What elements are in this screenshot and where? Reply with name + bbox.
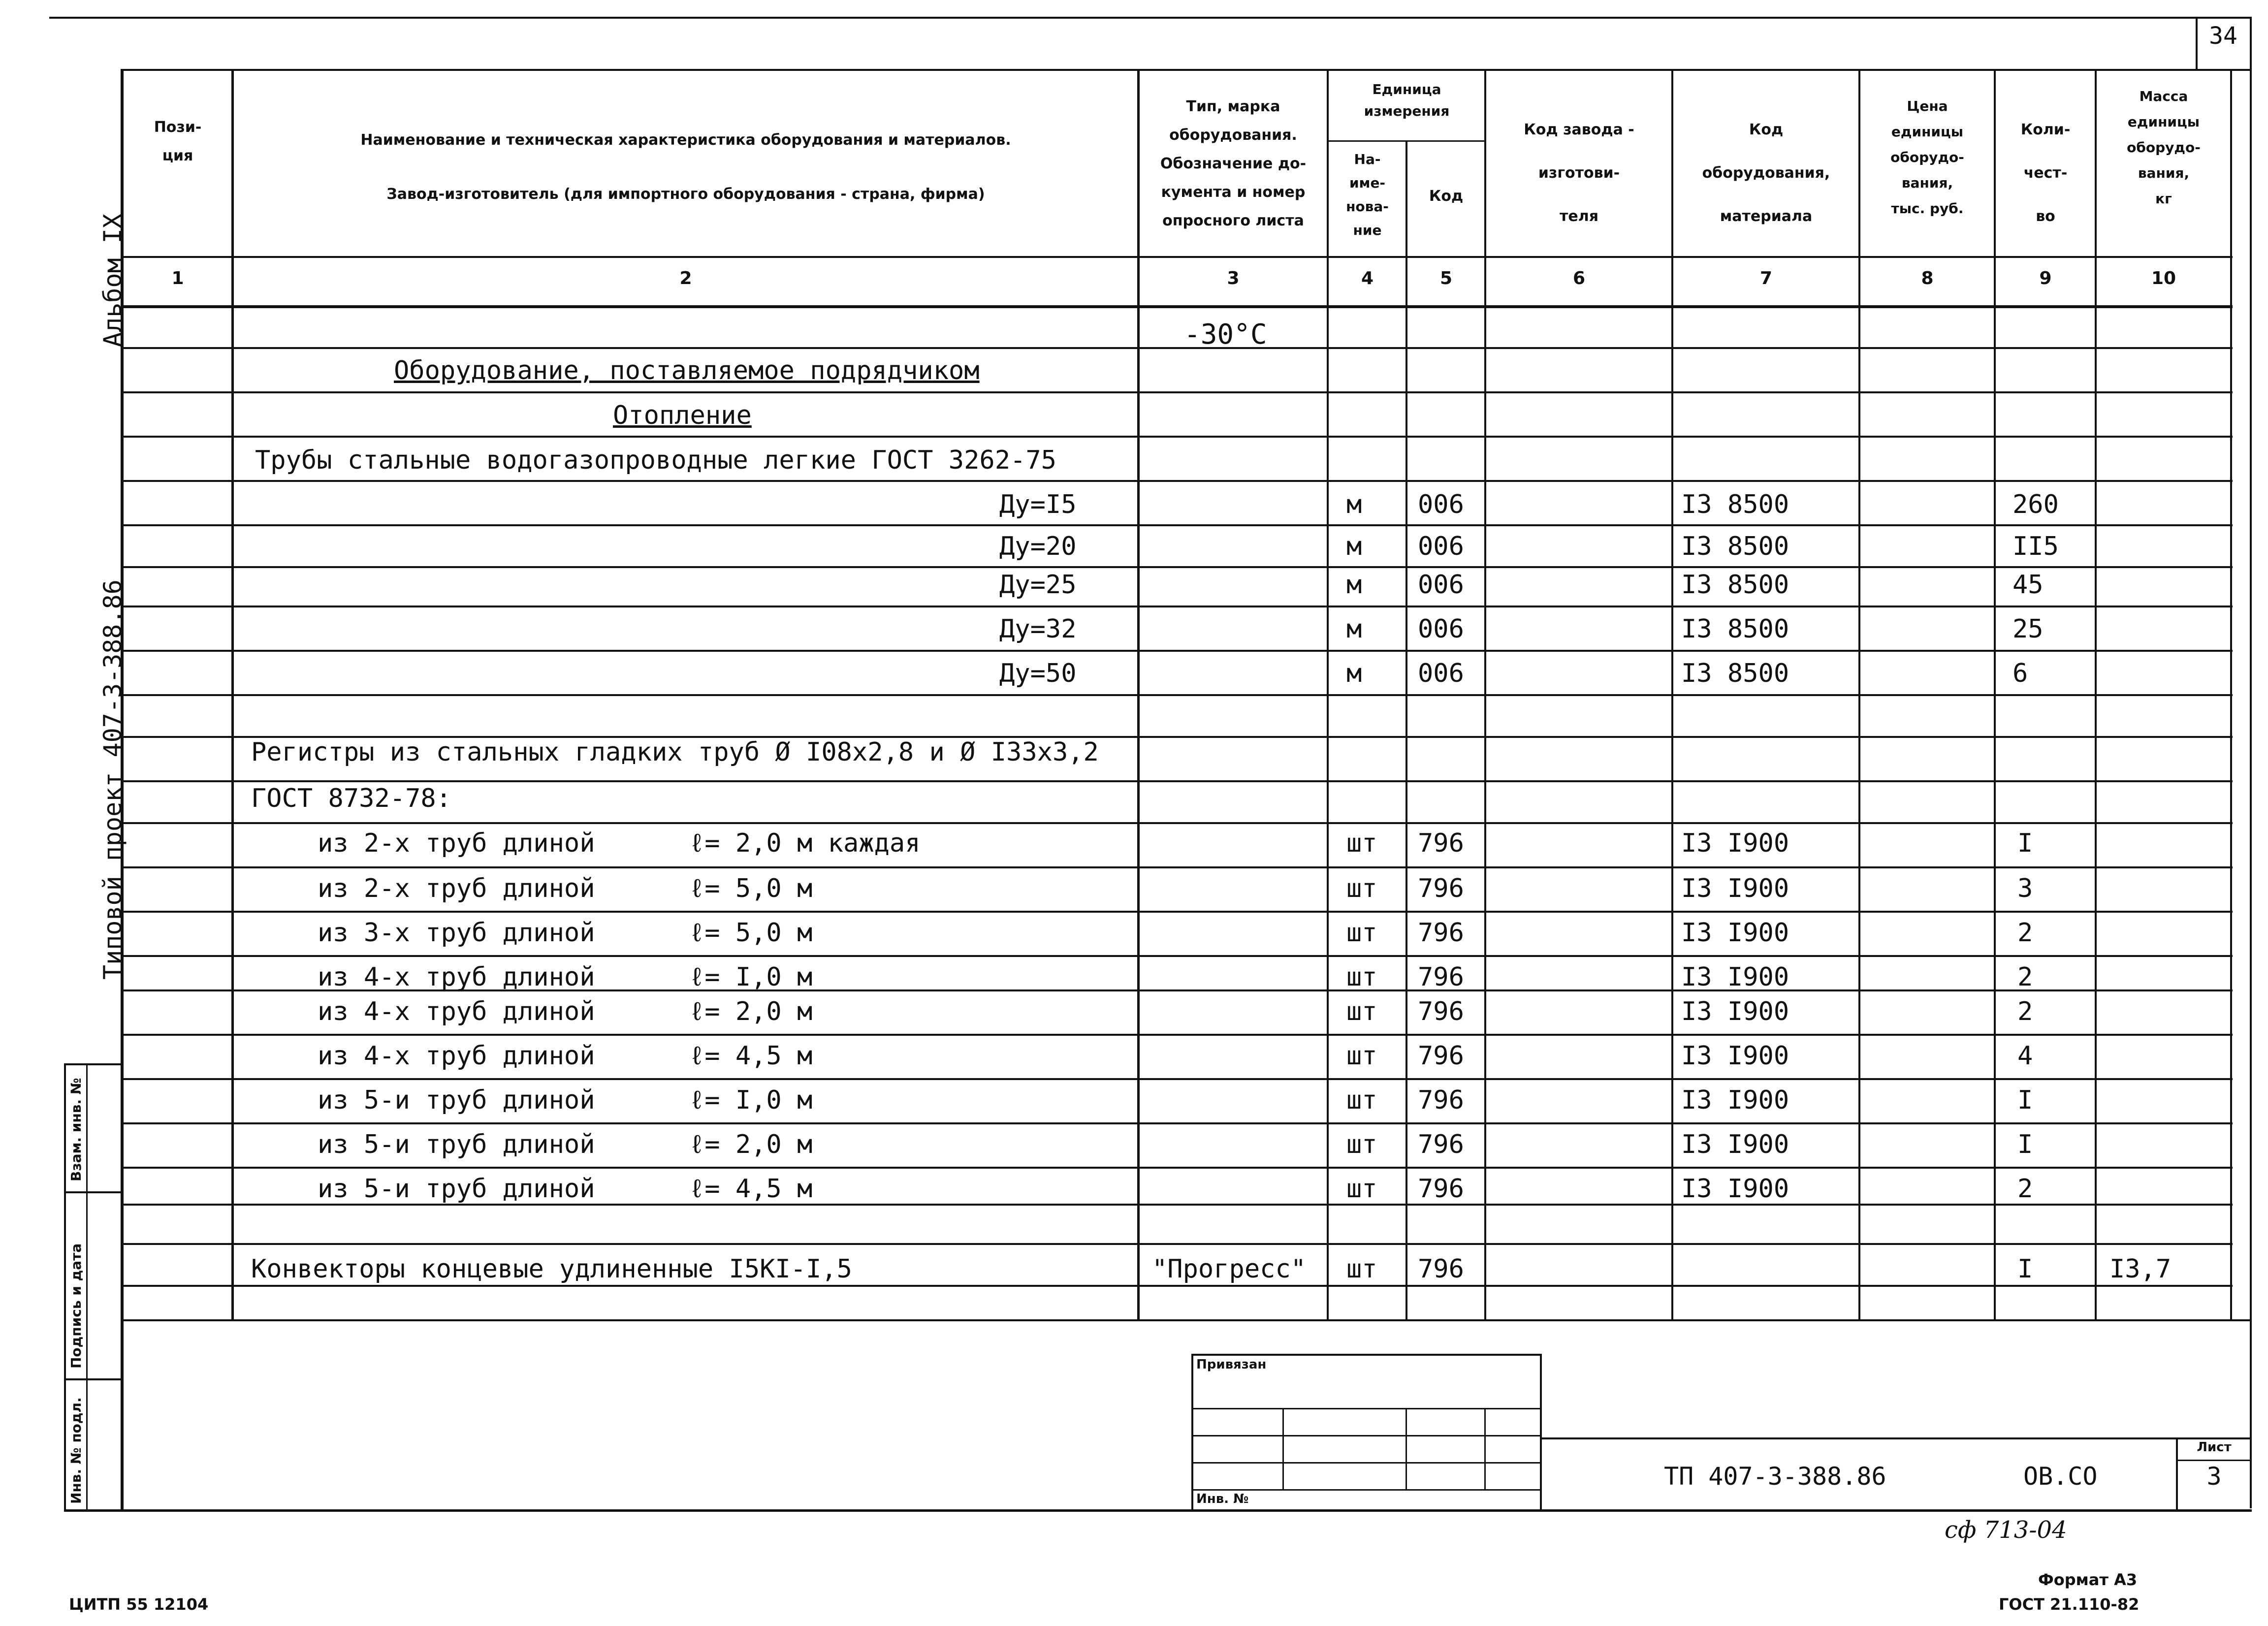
register-qty: 2 — [2017, 997, 2033, 1026]
pipe-qty: 6 — [2012, 659, 2028, 688]
colnum-6: 6 — [1572, 268, 1586, 288]
hdr-c1: Пози- ция — [154, 119, 202, 164]
register-length: ℓ= I,0 м — [689, 962, 813, 992]
table-bottom-line — [121, 1319, 2252, 1321]
row-line — [121, 650, 2233, 652]
frame-bottom-line — [64, 1509, 2252, 1512]
pipe-qty: 45 — [2012, 570, 2044, 600]
row-line — [121, 524, 2233, 526]
row-line — [121, 606, 2233, 607]
pipe-unit: м — [1346, 532, 1362, 561]
pipe-size: Ду=25 — [999, 570, 1077, 600]
col-line-4 — [1406, 140, 1407, 1319]
pipe-size: Ду=32 — [999, 614, 1077, 644]
hdr-c3: Тип, марка оборудования. Обозначение до- кумента и номер опросного листа — [1160, 98, 1307, 229]
colnum-8: 8 — [1921, 268, 1934, 288]
row-line — [121, 1285, 2233, 1287]
unit-subheader-line — [1327, 140, 1484, 142]
privyaz-top — [1191, 1354, 1541, 1356]
pipe-material-code: I3 8500 — [1681, 532, 1789, 561]
stamp-col-sep1 — [64, 1191, 123, 1193]
row-line — [121, 694, 2233, 696]
register-qty: I — [2017, 1085, 2033, 1115]
hdr-c7: Код оборудования, материала — [1702, 121, 1830, 225]
right-border — [2250, 17, 2252, 1508]
pipe-size: Ду=I5 — [999, 490, 1077, 519]
register-code: 796 — [1418, 1130, 1464, 1159]
row-line — [121, 866, 2233, 868]
hdr-c8: Цена единицы оборудо- вания, тыс. руб. — [1890, 98, 1964, 217]
temperature-note: -30°C — [1184, 319, 1267, 351]
stamp-vzam: Взам. инв. № — [68, 1078, 84, 1181]
row-line — [121, 911, 2233, 913]
privyaz-right — [1540, 1354, 1542, 1511]
register-length: ℓ= I,0 м — [689, 1085, 813, 1115]
colnum-4: 4 — [1361, 268, 1374, 288]
register-qty: 2 — [2017, 962, 2033, 992]
hdr-c45: Единица измерения — [1364, 81, 1450, 119]
register-length: ℓ= 2,0 м — [689, 997, 813, 1026]
register-unit: шт — [1346, 1085, 1377, 1115]
colnum-3: 3 — [1227, 268, 1240, 288]
row-line — [121, 780, 2233, 782]
hdr-c10: Масса единицы оборудо- вания, кг — [2127, 88, 2201, 207]
register-code: 796 — [1418, 918, 1464, 948]
register-length: ℓ= 4,5 м — [689, 1041, 813, 1071]
hdr-c5: Код — [1429, 188, 1464, 205]
pipe-material-code: I3 8500 — [1681, 659, 1789, 688]
pipe-material-code: I3 8500 — [1681, 490, 1789, 519]
hdr-c9: Коли- чест- во — [2020, 121, 2071, 225]
inv-label: Инв. № — [1196, 1492, 1249, 1506]
format-label: Формат А3 — [2038, 1570, 2138, 1589]
row-line — [121, 566, 2233, 568]
register-code: 796 — [1418, 1041, 1464, 1071]
row-line — [121, 347, 2233, 349]
row-line — [121, 1034, 2233, 1036]
register-unit: шт — [1346, 962, 1377, 992]
register-code: 796 — [1418, 1085, 1464, 1115]
register-material-code: I3 I900 — [1681, 1130, 1789, 1159]
row-line — [121, 1078, 2233, 1080]
stamp-col-left — [64, 1063, 66, 1511]
pipe-code: 006 — [1418, 659, 1464, 688]
register-material-code: I3 I900 — [1681, 1085, 1789, 1115]
register-material-code: I3 I900 — [1681, 829, 1789, 858]
hdr-c4: На- име- нова- ние — [1346, 151, 1389, 238]
page-number: 34 — [2209, 22, 2237, 50]
register-material-code: I3 I900 — [1681, 874, 1789, 903]
doc-line — [1541, 1437, 2250, 1439]
register-qty: 4 — [2017, 1041, 2033, 1071]
stamp-inv: Инв. № подл. — [68, 1397, 84, 1504]
pipe-code: 006 — [1418, 532, 1464, 561]
hdr-c6: Код завода - изготови- теля — [1524, 121, 1634, 225]
pipe-qty: 25 — [2012, 614, 2044, 644]
stamp-col-inner — [86, 1063, 88, 1511]
register-material-code: I3 I900 — [1681, 962, 1789, 992]
register-material-code: I3 I900 — [1681, 1174, 1789, 1204]
row-line — [121, 1204, 2233, 1206]
register-desc: из 2-х труб длиной — [318, 829, 595, 858]
register-qty: 3 — [2017, 874, 2033, 903]
register-desc: из 5-и труб длиной — [318, 1174, 595, 1204]
register-qty: I — [2017, 829, 2033, 858]
register-desc: из 3-х труб длиной — [318, 918, 595, 948]
convector-unit: шт — [1346, 1254, 1377, 1284]
convector-name: Конвекторы концевые удлиненные I5KI-I,5 — [251, 1254, 852, 1284]
header-line-2 — [121, 305, 2233, 308]
table-top-line — [121, 69, 2252, 71]
convector-qty: I — [2017, 1254, 2033, 1284]
convector-type: "Прогресс" — [1152, 1254, 1307, 1284]
register-desc: из 5-и труб длиной — [318, 1085, 595, 1115]
row-line — [121, 822, 2233, 824]
row-line — [121, 436, 2233, 438]
register-unit: шт — [1346, 829, 1377, 858]
privyaz-left — [1191, 1354, 1193, 1511]
stamp-col-sep2 — [64, 1378, 123, 1380]
pipe-size: Ду=50 — [999, 659, 1077, 688]
register-unit: шт — [1346, 997, 1377, 1026]
register-length: ℓ= 2,0 м каждая — [689, 829, 921, 858]
hdr-c2: Наименование и техническая характеристика оборудования и материалов. Завод-изготовитель (для импортного оборудования - страна, фирма) — [360, 131, 1011, 203]
row-line — [121, 1167, 2233, 1169]
top-border — [49, 17, 2250, 19]
register-material-code: I3 I900 — [1681, 1041, 1789, 1071]
row-line — [121, 391, 2233, 393]
sheet-label: Лист — [2197, 1440, 2232, 1455]
registers-gost: ГОСТ 8732-78: — [251, 784, 451, 813]
pipe-size: Ду=20 — [999, 532, 1077, 561]
pipe-code: 006 — [1418, 570, 1464, 600]
register-unit: шт — [1346, 874, 1377, 903]
register-length: ℓ= 2,0 м — [689, 1130, 813, 1159]
privyaz-r3 — [1191, 1462, 1541, 1464]
sheet-box-left — [2176, 1437, 2178, 1511]
register-desc: из 5-и труб длиной — [318, 1130, 595, 1159]
register-unit: шт — [1346, 1041, 1377, 1071]
privyaz-c2 — [1406, 1408, 1407, 1489]
privyaz-r1 — [1191, 1408, 1541, 1409]
row-line — [121, 955, 2233, 957]
side-album: Альбом IX — [98, 214, 127, 347]
colnum-10: 10 — [2151, 268, 2176, 288]
convector-mass: I3,7 — [2109, 1254, 2172, 1284]
sheet-box-sep — [2176, 1460, 2250, 1461]
privyazan-label: Привязан — [1196, 1357, 1267, 1372]
cipt-label: ЦИТП 55 12104 — [69, 1595, 209, 1614]
register-code: 796 — [1418, 997, 1464, 1026]
privyaz-c3 — [1484, 1408, 1486, 1489]
privyaz-r2 — [1191, 1435, 1541, 1436]
privyaz-r4 — [1191, 1489, 1541, 1491]
row-line — [121, 1122, 2233, 1124]
register-desc: из 4-х труб длиной — [318, 997, 595, 1026]
register-unit: шт — [1346, 1130, 1377, 1159]
register-qty: 2 — [2017, 918, 2033, 948]
side-project: Типовой проект 407-3-388.86 — [98, 579, 127, 980]
pipe-qty: II5 — [2012, 532, 2059, 561]
stamp-col-top — [64, 1063, 123, 1065]
sheet-number: 3 — [2206, 1462, 2222, 1491]
row-line — [121, 480, 2233, 482]
pipe-code: 006 — [1418, 490, 1464, 519]
pipes-title: Трубы стальные водогазопроводные легкие ГОСТ 3262-75 — [255, 446, 1056, 475]
register-qty: I — [2017, 1130, 2033, 1159]
register-unit: шт — [1346, 1174, 1377, 1204]
register-code: 796 — [1418, 874, 1464, 903]
gost-label: ГОСТ 21.110-82 — [1999, 1595, 2140, 1614]
doc-mark: ОВ.СО — [2023, 1462, 2098, 1491]
pipe-unit: м — [1346, 614, 1362, 644]
header-line-1 — [121, 256, 2233, 258]
register-material-code: I3 I900 — [1681, 918, 1789, 948]
register-material-code: I3 I900 — [1681, 997, 1789, 1026]
register-desc: из 4-х труб длиной — [318, 1041, 595, 1071]
pipe-unit: м — [1346, 490, 1362, 519]
pipe-qty: 260 — [2012, 490, 2059, 519]
register-length: ℓ= 5,0 м — [689, 874, 813, 903]
pipe-unit: м — [1346, 659, 1362, 688]
colnum-1: 1 — [171, 268, 184, 288]
register-code: 796 — [1418, 829, 1464, 858]
doc-number: ТП 407-3-388.86 — [1664, 1462, 1886, 1491]
pipe-material-code: I3 8500 — [1681, 614, 1789, 644]
colnum-5: 5 — [1439, 268, 1453, 288]
register-code: 796 — [1418, 1174, 1464, 1204]
registers-title: Регистры из стальных гладких труб Ø I08х2,8 и Ø I33х3,2 — [251, 737, 1099, 767]
colnum-9: 9 — [2039, 268, 2052, 288]
colnum-7: 7 — [1759, 268, 1773, 288]
register-unit: шт — [1346, 918, 1377, 948]
convector-code: 796 — [1418, 1254, 1464, 1284]
pipe-unit: м — [1346, 570, 1362, 600]
register-length: ℓ= 4,5 м — [689, 1174, 813, 1204]
subsection-heading: Отопление — [613, 401, 752, 430]
register-desc: из 4-х труб длиной — [318, 962, 595, 992]
handwritten-note: сф 713-04 — [1945, 1516, 2067, 1544]
register-desc: из 2-х труб длиной — [318, 874, 595, 903]
section-heading: Оборудование, поставляемое подрядчиком — [394, 356, 980, 385]
register-qty: 2 — [2017, 1174, 2033, 1204]
colnum-2: 2 — [679, 268, 692, 288]
row-line — [121, 1243, 2233, 1245]
pipe-material-code: I3 8500 — [1681, 570, 1789, 600]
register-code: 796 — [1418, 962, 1464, 992]
pipe-code: 006 — [1418, 614, 1464, 644]
register-length: ℓ= 5,0 м — [689, 918, 813, 948]
privyaz-c1 — [1282, 1408, 1284, 1489]
stamp-podpis: Подпись и дата — [68, 1243, 84, 1369]
